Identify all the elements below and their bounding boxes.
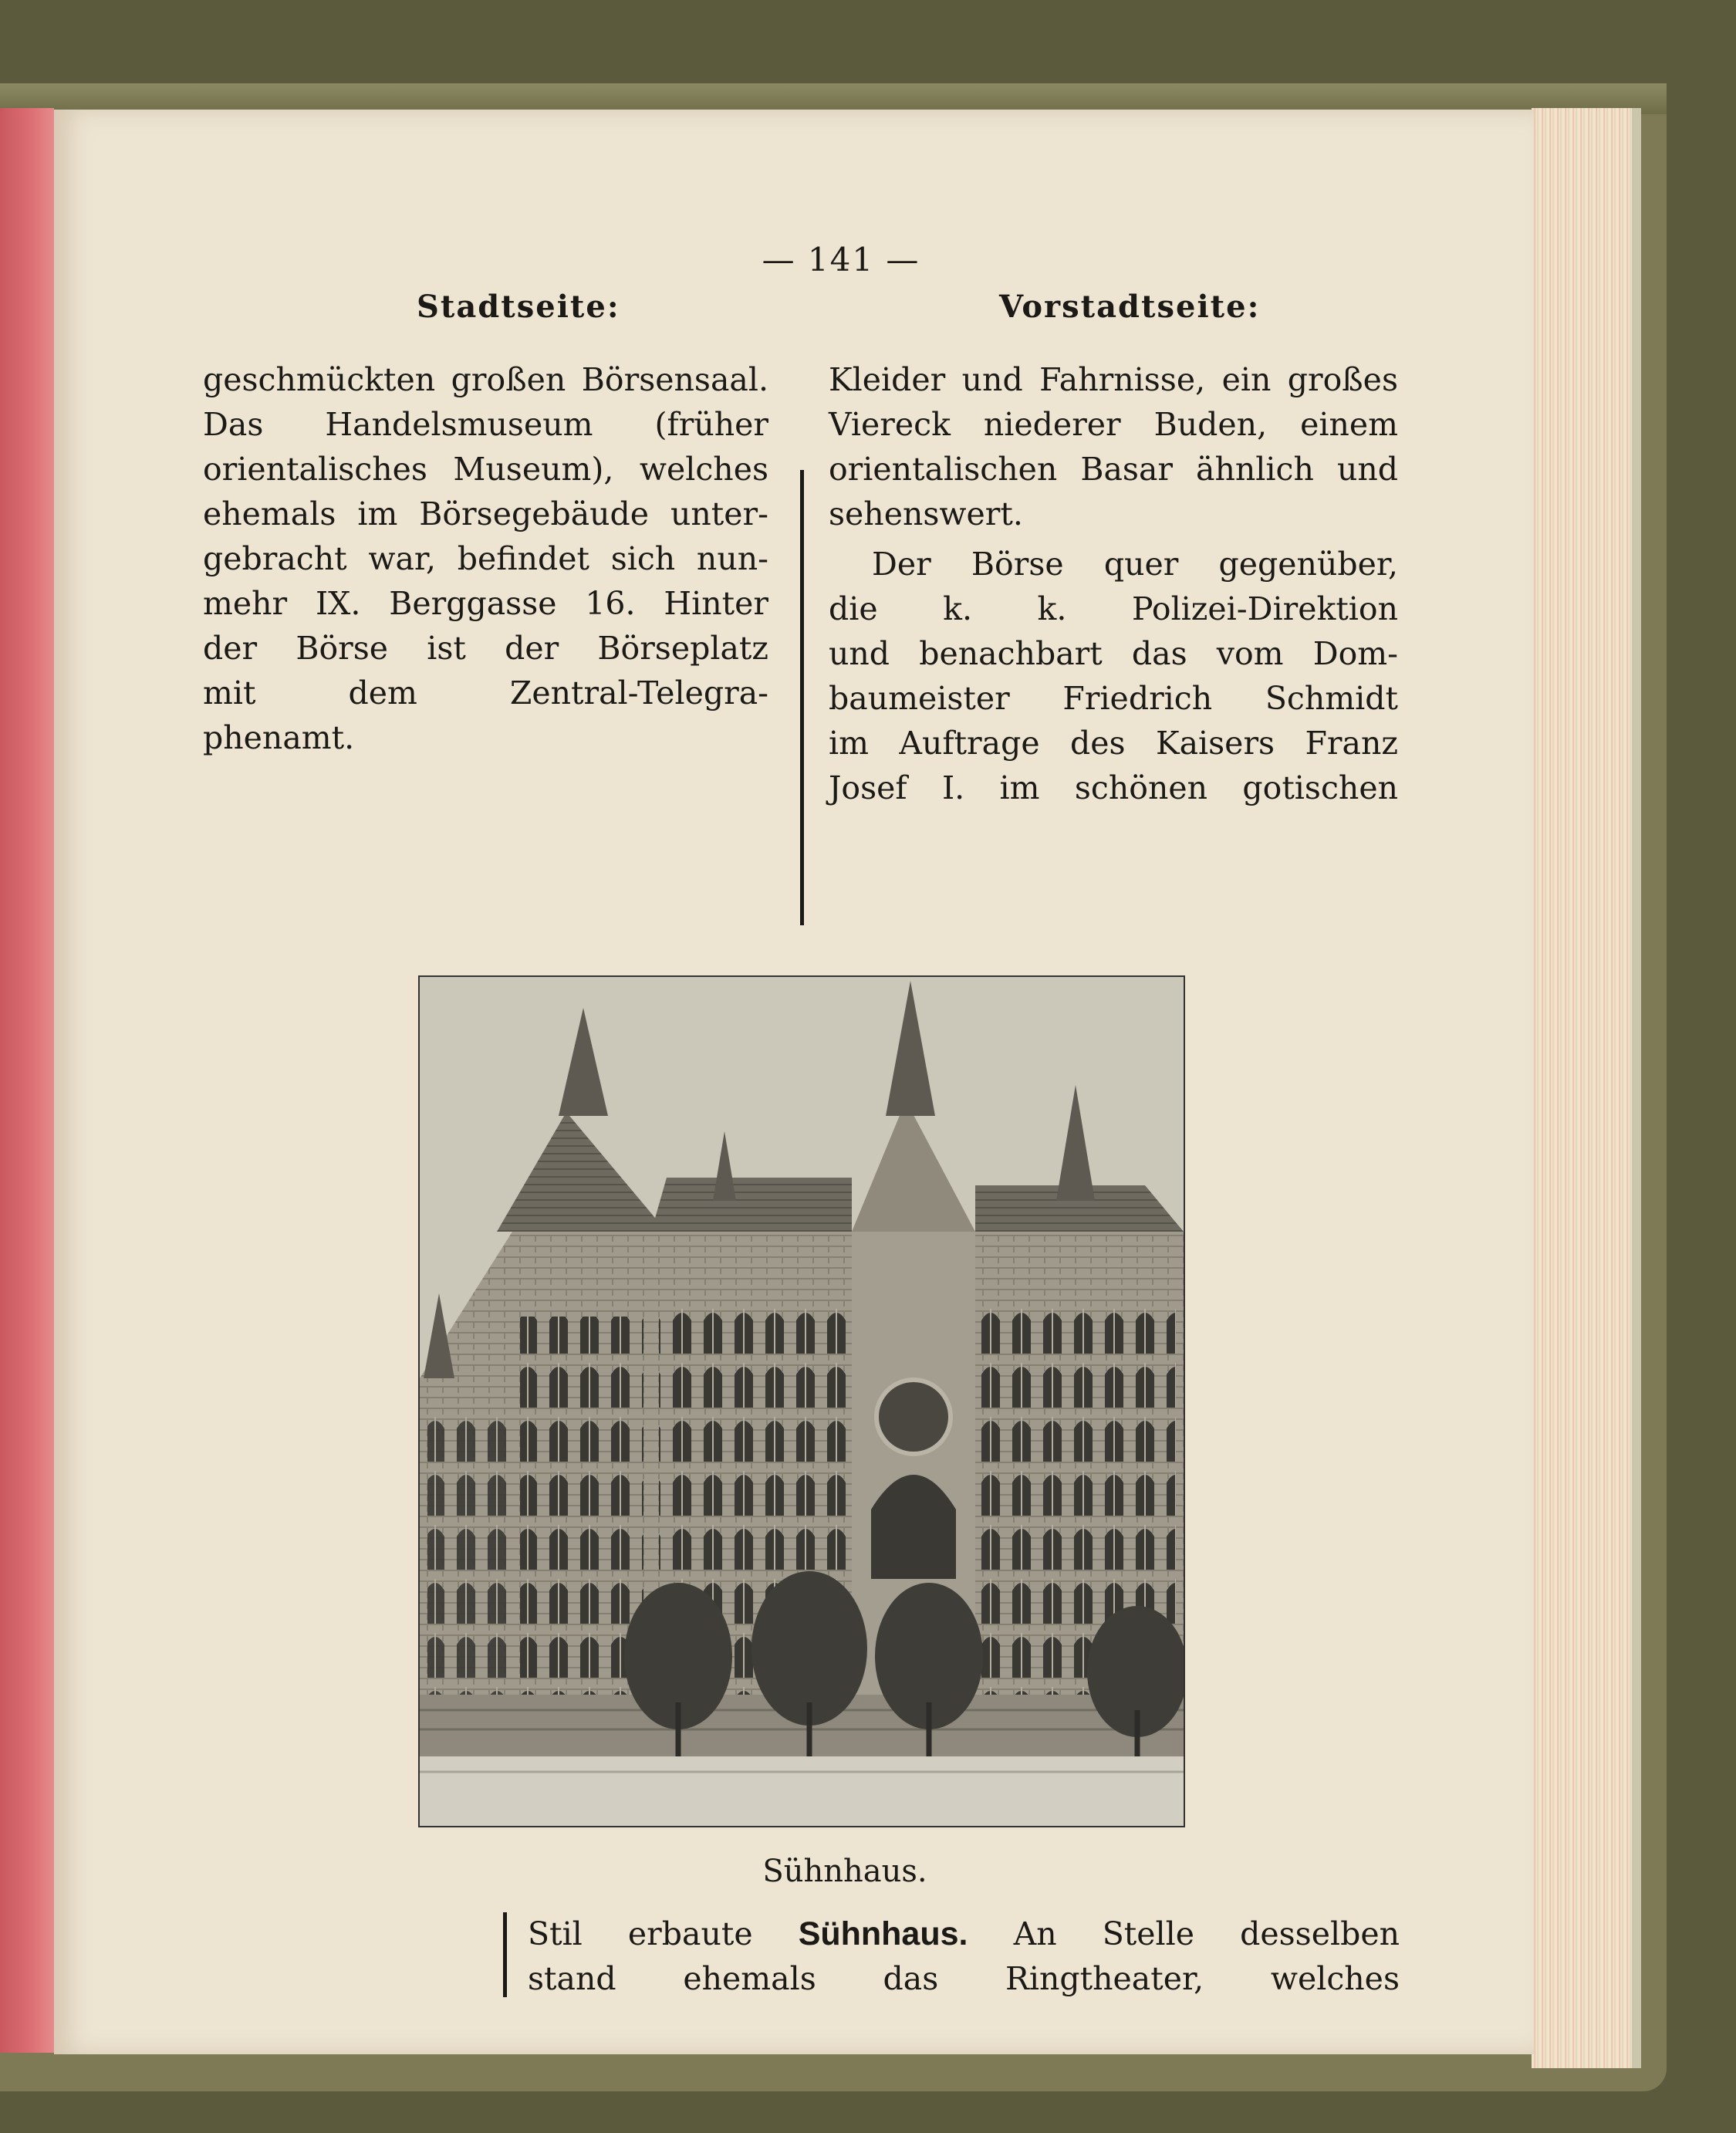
right-text-line: Kleider und Fahrnisse, ein großes: [829, 361, 1398, 398]
page-number: — 141 —: [762, 241, 920, 279]
left-text-line: gebracht war, befindet sich nun-: [203, 540, 768, 577]
right-text-line: Der Börse quer gegenüber,: [872, 546, 1398, 583]
left-column-heading: Stadtseite:: [417, 289, 620, 325]
left-text-line: Das Handelsmuseum (früher: [203, 406, 768, 443]
left-text-line: phenamt.: [203, 719, 355, 756]
column-divider: [800, 470, 804, 925]
right-text-line: orientalischen Basar ähnlich und: [829, 451, 1398, 488]
left-page-edge: [0, 108, 54, 2053]
right-text-line: die k. k. Polizei-Direktion: [829, 590, 1398, 627]
suehnhaus-photograph: [418, 975, 1185, 1827]
right-text-line: im Auftrage des Kaisers Franz: [829, 725, 1398, 762]
left-text-line: geschmückten großen Börsensaal.: [203, 361, 768, 398]
building-illustration: [420, 977, 1184, 1826]
right-text-line: und benachbart das vom Dom-: [829, 635, 1398, 672]
bottom-column-rule: [503, 1912, 507, 1997]
right-text-line: Josef I. im schönen gotischen: [829, 769, 1398, 806]
photo-caption: Sühnhaus.: [762, 1854, 927, 1889]
bottom-text-line-1: [528, 1915, 1400, 1952]
text-segment: An Stelle desselben: [968, 1915, 1400, 1952]
left-text-line: ehemals im Börsegebäude unter-: [203, 495, 768, 532]
left-text-line: orientalisches Museum), welches: [203, 451, 768, 488]
suehnhaus-bold-term: Sühnhaus.: [798, 1915, 968, 1952]
page-fore-edge: [1532, 108, 1641, 2068]
left-text-line: mehr IX. Berggasse 16. Hinter: [203, 585, 768, 622]
bottom-text-line-2: stand ehemals das Ringtheater, welches: [528, 1960, 1400, 1997]
right-text-line: Viereck niederer Buden, einem: [829, 406, 1398, 443]
right-text-line: sehenswert.: [829, 495, 1023, 532]
left-text-line: der Börse ist der Börseplatz: [203, 630, 768, 667]
left-text-line: mit dem Zentral-Telegra-: [203, 674, 768, 712]
text-segment: Stil erbaute: [528, 1915, 799, 1952]
book-page: [54, 110, 1534, 2054]
right-column-heading: Vorstadtseite:: [999, 289, 1261, 325]
right-text-line: baumeister Friedrich Schmidt: [829, 680, 1398, 717]
